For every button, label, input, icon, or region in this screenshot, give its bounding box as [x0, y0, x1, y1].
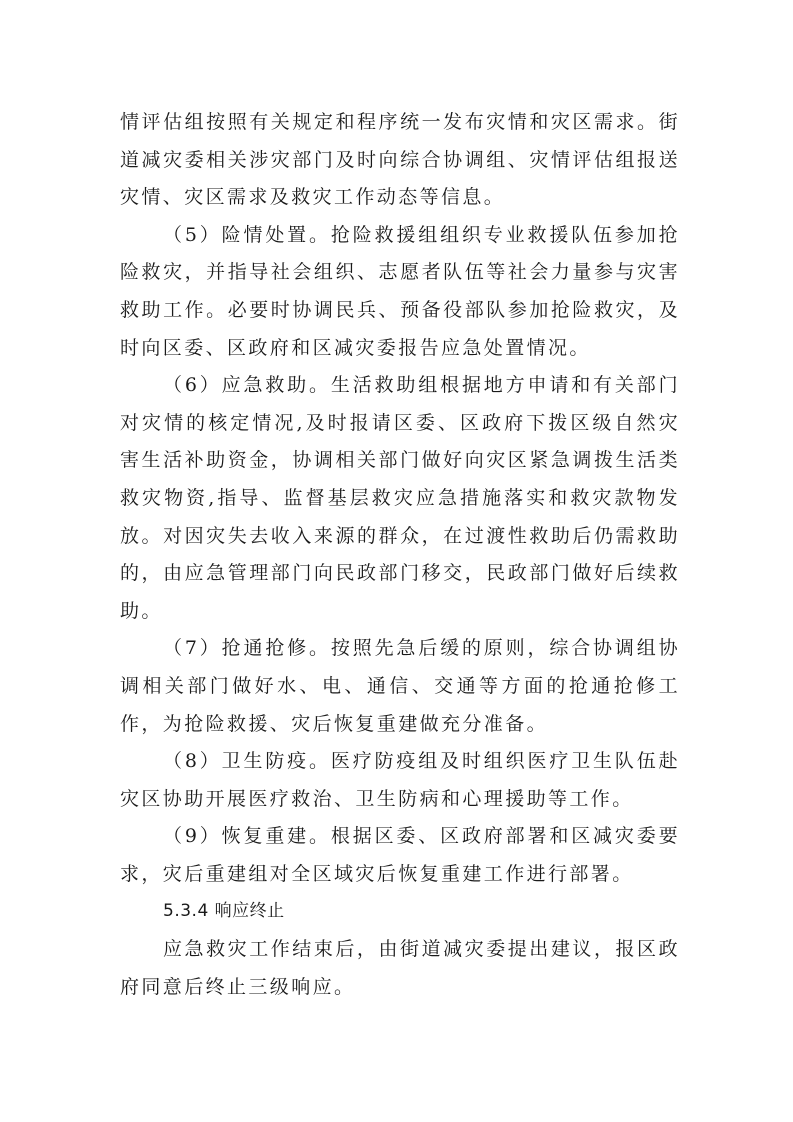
paragraph-emergency-repair: （7）抢通抢修。按照先急后缓的原则，综合协调组协调相关部门做好水、电、通信、交通等方面的抢通抢修工作，为抢险救援、灾后恢复重建做充分准备。: [120, 637, 680, 735]
section-heading-response-termination: 5.3.4 响应终止: [163, 901, 285, 922]
paragraph-emergency-relief: （6）应急救助。生活救助组根据地方申请和有关部门对灾情的核定情况,及时报请区委、区政府下拨区级自然灾害生活补助资金，协调相关部门做好向灾区紧急调拨生活类救灾物资,指导、监督基层救灾应急措施落实和救灾款物发放。对因灾失去收入来源的群众，在过渡性救助后仍需救助的，由应急管理部门向民政部门移交，民政部门做好后续救助。: [120, 374, 680, 622]
paragraph-danger-handling: （5）险情处置。抢险救援组组织专业救援队伍参加抢险救灾，并指导社会组织、志愿者队伍等社会力量参与灾害救助工作。必要时协调民兵、预备役部队参加抢险救灾，及时向区委、区政府和区减灾委报告应急处置情况。: [120, 223, 680, 359]
document-body: [120, 104, 680, 1006]
paragraph-recovery: （9）恢复重建。根据区委、区政府部署和区减灾委要求，灾后重建组对全区域灾后恢复重建工作进行部署。: [120, 825, 680, 885]
paragraph-disaster-info-release: 情评估组按照有关规定和程序统一发布灾情和灾区需求。街道减灾委相关涉灾部门及时向综合协调组、灾情评估组报送灾情、灾区需求及救灾工作动态等信息。: [120, 111, 680, 209]
paragraph-response-termination: 应急救灾工作结束后，由街道减灾委提出建议，报区政府同意后终止三级响应。: [120, 938, 680, 998]
paragraph-health-epidemic: （8）卫生防疫。医疗防疫组及时组织医疗卫生队伍赴灾区协助开展医疗救治、卫生防病和心理援助等工作。: [120, 750, 680, 810]
